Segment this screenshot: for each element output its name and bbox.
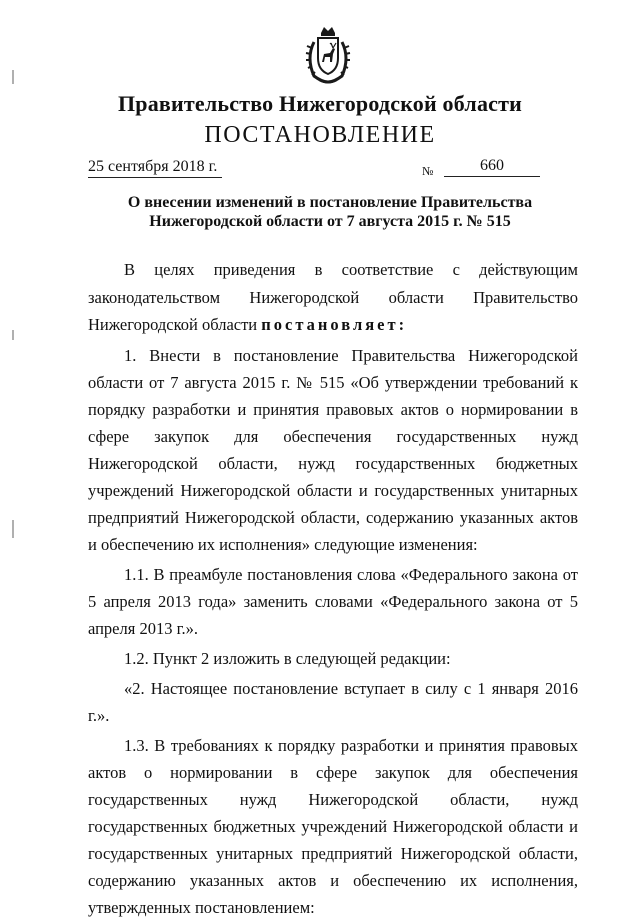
document-type: ПОСТАНОВЛЕНИЕ [204,122,436,148]
item-1-2-quote: «2. Настоящее постановление вступает в силу с 1 января 2016 г.». [88,678,578,725]
item-1-3-paragraph: 1.3. В требованиях к порядку разработки и принятия правовых актов о нормировании в сфере закупок для обеспечения государственных нужд Нижегородской области, нужд государственных бюджетных учреждений Нижегородской области и государственных унитарных предприятий Нижегородской области, содержанию указанных актов и обеспечению их исполнения, утвержденных постановлением: [88,735,578,917]
organization-title: Правительство Нижегородской области [117,91,522,116]
item-1-1-paragraph: 1.1. В преамбуле постановления слова «Федерального закона от 5 апреля 2013 года» заменить словами «Федерального закона от 5 апреля 2013 г.». [88,564,578,638]
intro-text: В целях приведения в соответствие с действующим законодательством Нижегородской области Правительство Нижегородской области [88,260,578,334]
document-subject [80,193,580,231]
intro-paragraph [88,256,578,339]
subject-line-2: Нижегородской области от 7 августа 2015 г. № 515 [149,213,511,230]
decree-verb: постановляет: [261,315,408,334]
scan-margin-mark [12,70,14,84]
subject-line-1: О внесении изменений в постановление Правительства [127,194,533,211]
item-1-paragraph: 1. Внести в постановление Правительства Нижегородской области от 7 августа 2015 г. № 515 «Об утверждении требований к порядку разработки и принятия правовых актов о нормировании в сфере закупок для обеспечения государственных нужд Нижегородской области, нужд государственных бюджетных учреждений Нижегородской области и государственных унитарных предприятий Нижегородской области, содержанию указанных актов и обеспечению их исполнения» следующие изменения: [88,345,578,554]
document-body [88,256,578,921]
coat-of-arms-icon [302,24,354,86]
document-date: 25 сентября 2018 г. [88,158,222,178]
scan-margin-mark [12,520,14,538]
scan-margin-mark [12,330,14,340]
document-number: 660 [444,157,540,177]
item-1-2-paragraph: 1.2. Пункт 2 изложить в следующей редакции: [124,648,451,668]
number-sign: № [422,164,434,178]
